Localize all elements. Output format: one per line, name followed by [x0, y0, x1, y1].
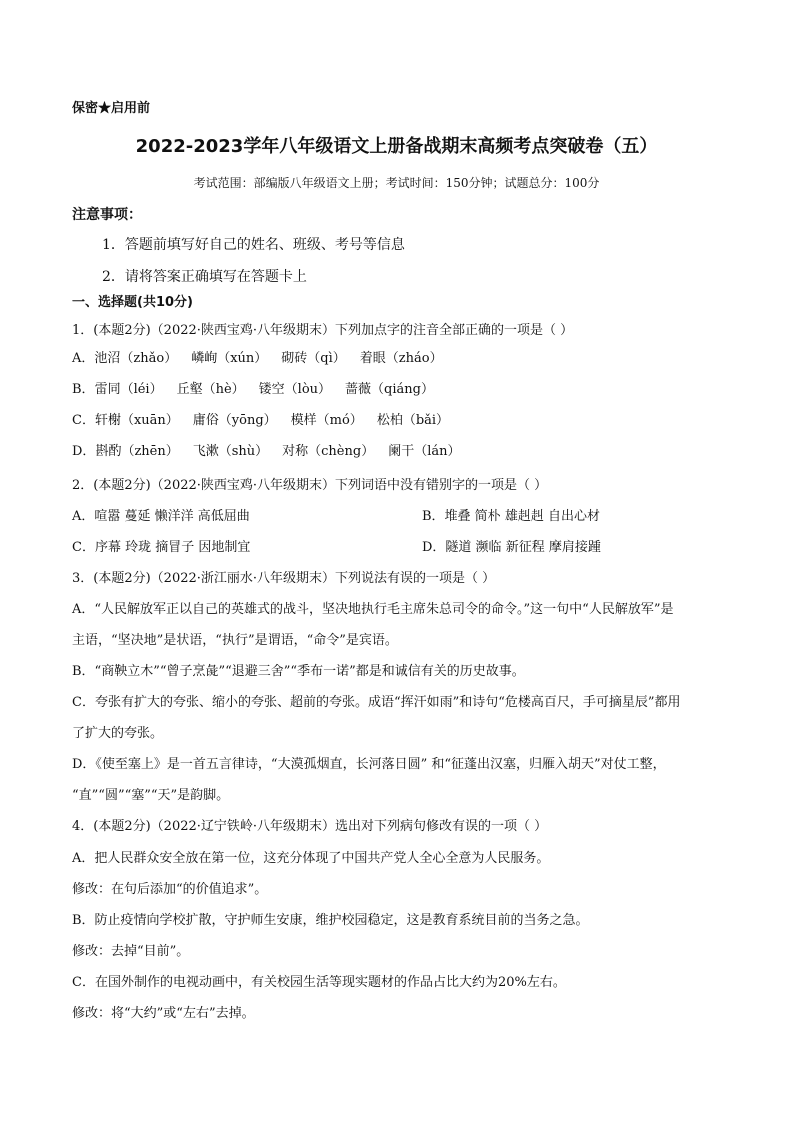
question-1-option-a — [72, 350, 733, 368]
exam-title: 2022-2023学年八年级语文上册备战期末高频考点突破卷（五） — [135, 136, 658, 157]
question-4-option-b-fix: 修改：去掉“目前”。 — [72, 944, 190, 959]
option-word: 雷同（léi） — [94, 382, 163, 397]
option-word: 对称（chèng） — [282, 444, 375, 459]
option-word: 模样（mó） — [290, 413, 363, 428]
question-3-option-c: C．夸张有扩大的夸张、缩小的夸张、超前的夸张。成语“挥汗如雨”和诗句“危楼高百尺，手可摘星辰”都用 — [72, 695, 681, 710]
question-4-stem: 4．(本题2分)（2022·辽宁铁岭·八年级期末）选出对下列病句修改有误的一项（ ） — [72, 819, 548, 834]
question-1-stem: 1．(本题2分)（2022·陕西宝鸡·八年级期末）下列加点字的注音全部正确的一项是（ ） — [72, 323, 574, 338]
option-word: 丘壑（hè） — [176, 382, 245, 397]
option-word: 嶙峋（xún） — [191, 351, 268, 366]
question-3-option-d-cont: “直”“圆”“塞”“天”是韵脚。 — [72, 788, 230, 803]
question-3-stem: 3．(本题2分)（2022·浙江丽水·八年级期末）下列说法有误的一项是（ ） — [72, 571, 496, 586]
question-2-option-c: C．序幕 玲珑 摘冒子 因地制宜 — [72, 540, 251, 555]
question-2-option-d: D．隧道 濒临 新征程 摩肩接踵 — [422, 540, 601, 555]
option-letter: B． — [72, 382, 95, 397]
option-word: 松柏（bǎi） — [376, 413, 450, 428]
option-letter: C． — [72, 413, 95, 428]
question-1-option-c — [72, 412, 733, 430]
question-3-option-a-cont: 主语，“坚决地”是状语，“执行”是谓语，“命令”是宾语。 — [72, 633, 398, 648]
option-letter: A． — [72, 351, 95, 366]
question-4-option-a-fix: 修改：在句后添加“的价值追求”。 — [72, 882, 268, 897]
option-word: 蔷薇（qiáng） — [345, 382, 434, 397]
question-3-option-c-cont: 了扩大的夸张。 — [72, 726, 164, 741]
option-word: 阑干（lán） — [388, 444, 461, 459]
option-word: 砌砖（qì） — [281, 351, 346, 366]
option-word: 轩榭（xuān） — [94, 413, 179, 428]
option-word: 飞漱（shù） — [192, 444, 269, 459]
question-4-option-a: A．把人民群众安全放在第一位，这充分体现了中国共产党人全心全意为人民服务。 — [72, 851, 550, 866]
question-4-option-c: C．在国外制作的电视动画中，有关校园生活等现实题材的作品占比大约为20%左右。 — [72, 975, 566, 990]
confidential-mark: 保密★启用前 — [72, 101, 151, 116]
option-word: 池沼（zhǎo） — [94, 351, 178, 366]
question-3-option-b: B．“商鞅立木”“曾子烹彘”“退避三舍”“季布一诺”都是和诚信有关的历史故事。 — [72, 664, 525, 679]
question-3-option-a: A．“人民解放军正以自己的英雄式的战斗，坚决地执行毛主席朱总司令的命令。”这一句中“人民解放军”是 — [72, 602, 674, 617]
question-2-row-1 — [72, 508, 733, 526]
section-heading: 一、选择题(共10分) — [72, 295, 193, 310]
question-2-option-a: A．喧嚣 蔓延 懒洋洋 高低屈曲 — [72, 509, 250, 524]
question-2-option-b: B．堆叠 简朴 雄赳赳 自出心材 — [422, 509, 600, 524]
notice-item: 1．答题前填写好自己的姓名、班级、考号等信息 — [102, 237, 405, 253]
notice-item: 2．请将答案正确填写在答题卡上 — [102, 269, 307, 285]
option-word: 着眼（zháo） — [359, 351, 443, 366]
question-2-row-2 — [72, 539, 733, 557]
option-letter: D． — [72, 444, 96, 459]
question-4-option-c-fix: 修改：将“大约”或“左右”去掉。 — [72, 1006, 255, 1021]
notice-heading: 注意事项： — [72, 207, 142, 223]
exam-info: 考试范围：部编版八年级语文上册；考试时间：150分钟；试题总分：100分 — [193, 176, 600, 190]
question-4-option-b: B．防止疫情向学校扩散，守护师生安康，维护校园稳定，这是教育系统目前的当务之急。 — [72, 913, 589, 928]
option-word: 斟酌（zhēn） — [95, 444, 179, 459]
option-word: 镂空（lòu） — [258, 382, 332, 397]
question-1-option-b — [72, 381, 733, 399]
question-2-stem: 2．(本题2分)（2022·陕西宝鸡·八年级期末）下列词语中没有错别字的一项是（ ） — [72, 478, 548, 493]
question-1-option-d — [72, 443, 733, 461]
question-3-option-d: D．《使至塞上》是一首五言律诗，“大漠孤烟直，长河落日圆” 和“征蓬出汉塞，归雁入胡天”对仗工整， — [72, 757, 666, 772]
option-word: 庸俗（yōng） — [192, 413, 277, 428]
